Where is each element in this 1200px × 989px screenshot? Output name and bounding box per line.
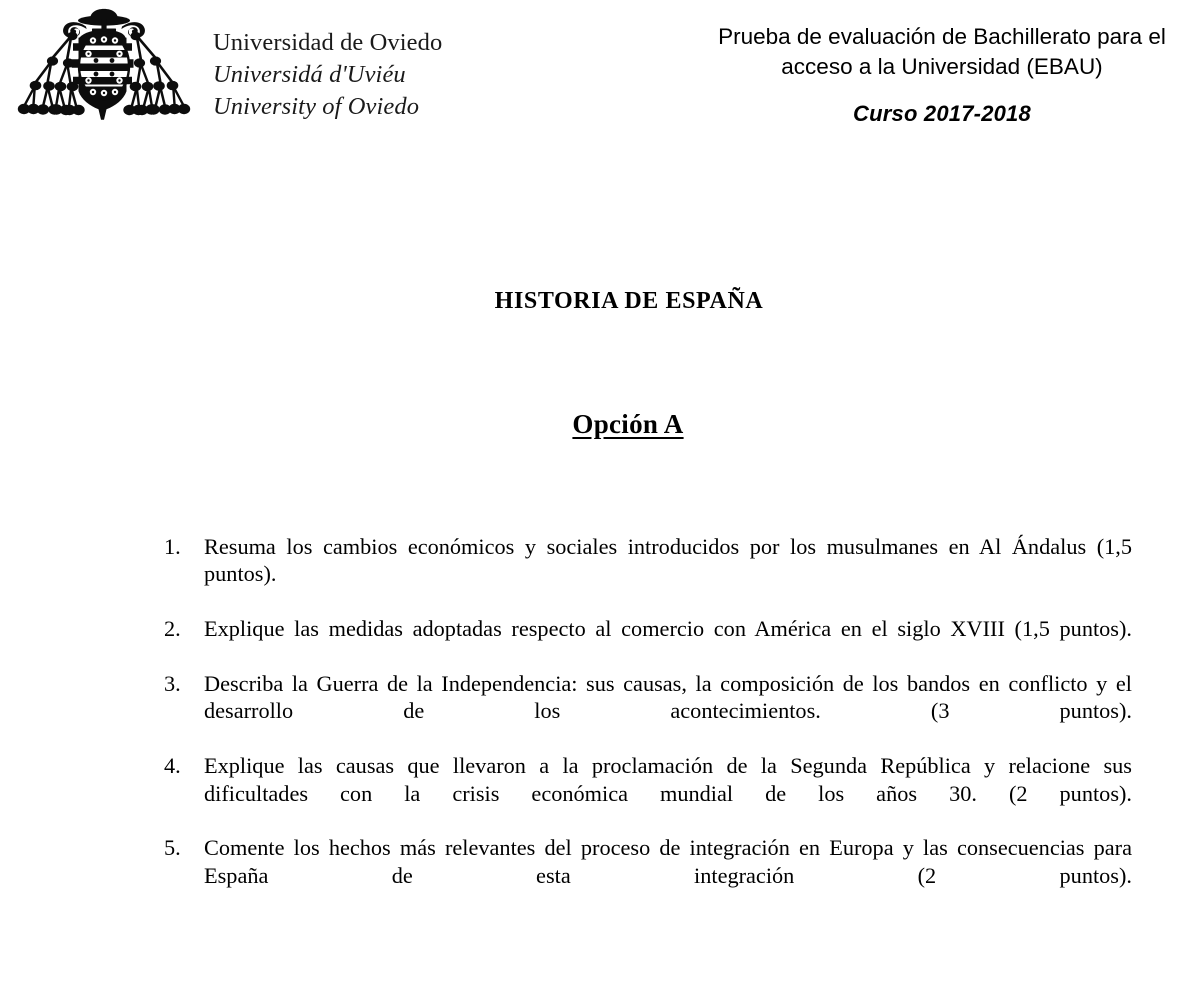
exam-title-line-1: Prueba de evaluación de Bachillerato para el: [718, 24, 1166, 49]
question-text: Describa la Guerra de la Independencia: sus causas, la composición de los bandos en conflicto y el desarrollo de los acontecimientos. (3 puntos).: [204, 671, 1132, 724]
list-item: [160, 834, 1132, 916]
question-text: Explique las causas que llevaron a la proclamación de la Segunda República y relacione sus dificultades con la crisis económica mundial de los años 30. (2 puntos).: [204, 753, 1132, 806]
university-of-oviedo-coat-of-arms-icon: [8, 4, 200, 140]
question-text: Comente los hechos más relevantes del proceso de integración en Europa y las consecuencias para España de esta integración (2 puntos).: [204, 835, 1132, 888]
question-number: 1.: [164, 534, 181, 559]
question-number: 4.: [164, 753, 181, 779]
question-number: 3.: [164, 671, 181, 697]
list-item: [160, 670, 1132, 752]
option-heading: [0, 409, 1200, 440]
page-header: [0, 0, 1200, 150]
option-heading-label: Opción A: [572, 409, 684, 439]
question-number: 2.: [164, 616, 181, 642]
university-name-block: [213, 27, 513, 123]
exam-title-line-2: acceso a la Universidad (EBAU): [781, 53, 1103, 79]
question-list: [160, 533, 1132, 917]
university-name-english: University of Oviedo: [213, 92, 420, 120]
list-item: [160, 615, 1132, 670]
university-name-asturian: Universidá d'Uviéu: [213, 60, 406, 88]
question-text: Explique las medidas adoptadas respecto al comercio con América en el siglo XVIII (1,5 puntos).: [204, 616, 1132, 642]
list-item: [160, 752, 1132, 834]
university-name-spanish: Universidad de Oviedo: [213, 29, 443, 56]
list-item: [160, 533, 1132, 615]
question-number: 5.: [164, 835, 181, 861]
exam-header-block: [700, 22, 1184, 127]
page-title: HISTORIA DE ESPAÑA: [494, 288, 764, 314]
question-text: Resuma los cambios económicos y sociales introducidos por los musulmanes en Al Ándalus (1,5 puntos).: [204, 534, 1132, 587]
exam-course-year: Curso 2017-2018: [853, 100, 1031, 126]
